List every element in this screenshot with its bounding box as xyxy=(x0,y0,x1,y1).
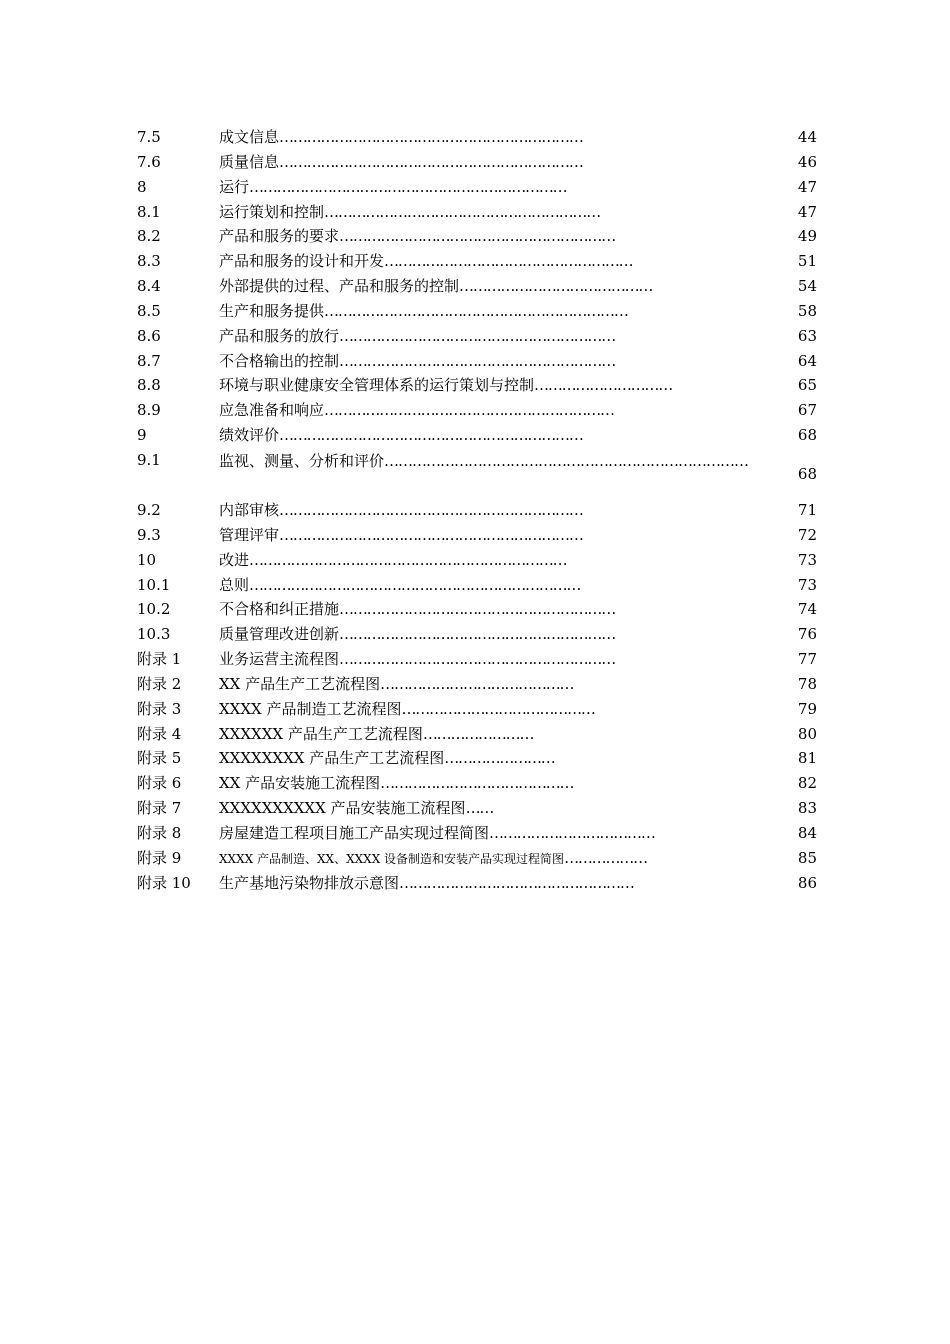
section-title: XXXX 产品制造工艺流程图 xyxy=(219,699,402,718)
section-number: 8.1 xyxy=(137,202,161,221)
section-title: 生产和服务提供 xyxy=(219,301,325,320)
page-number: 47 xyxy=(797,177,817,196)
dot-leader: ………………………………………………………… xyxy=(324,301,628,320)
dot-leader: ………………………… xyxy=(534,376,673,395)
section-title: XX 产品安装施工流程图 xyxy=(219,774,381,793)
toc-row[interactable] xyxy=(137,698,817,723)
toc-row[interactable] xyxy=(137,300,817,325)
section-title: 运行 xyxy=(219,177,250,196)
dot-leader: ……………………………… xyxy=(489,823,655,842)
dot-leader: …… xyxy=(465,799,494,818)
dot-leader: …………………………………………………… xyxy=(339,600,616,619)
dot-leader: ……………………………………………………………… xyxy=(249,575,581,594)
section-title: 产品和服务的要求 xyxy=(219,227,340,246)
section-title: 改进 xyxy=(219,550,250,569)
toc-row[interactable] xyxy=(137,673,817,698)
section-number: 8 xyxy=(137,177,147,196)
toc-row[interactable] xyxy=(137,499,817,524)
section-title: 成文信息 xyxy=(219,128,280,146)
table-of-contents xyxy=(137,126,817,896)
section-number: 附录 10 xyxy=(137,873,191,892)
page-number: 73 xyxy=(797,550,817,569)
section-title: 产品和服务的设计和开发 xyxy=(219,252,385,271)
toc-row[interactable] xyxy=(137,772,817,797)
dot-leader: …………………………………………………… xyxy=(339,351,616,370)
section-title: 外部提供的过程、产品和服务的控制 xyxy=(219,277,460,296)
page-number: 68 xyxy=(797,464,817,483)
section-number: 9.1 xyxy=(137,450,161,469)
section-title: 监视、测量、分析和评价 xyxy=(219,451,385,470)
page-number: 76 xyxy=(797,625,817,644)
dot-leader: …………………………………… xyxy=(459,277,653,296)
page-number: 83 xyxy=(797,799,817,818)
section-number: 附录 2 xyxy=(137,674,182,693)
toc-row[interactable] xyxy=(137,399,817,424)
page-number: 63 xyxy=(797,326,817,345)
page-number: 73 xyxy=(797,575,817,594)
section-number: 9.3 xyxy=(137,525,161,544)
dot-leader: ……………………………………………… xyxy=(384,252,633,271)
toc-row[interactable] xyxy=(137,623,817,648)
dot-leader: …………………………………………………………………… xyxy=(384,451,749,470)
page-number: 74 xyxy=(797,600,817,619)
toc-row[interactable] xyxy=(137,424,817,449)
section-title: 房屋建造工程项目施工产品实现过程简图 xyxy=(219,823,490,842)
dot-leader: …………………………………… xyxy=(380,774,574,793)
section-number: 8.7 xyxy=(137,351,161,370)
dot-leader: ……………………………………………………… xyxy=(324,401,614,420)
toc-row[interactable] xyxy=(137,723,817,748)
toc-row[interactable] xyxy=(137,449,817,499)
dot-leader: …………………………………………………… xyxy=(324,202,601,221)
toc-row[interactable] xyxy=(137,151,817,176)
dot-leader: …………………………………………………………… xyxy=(249,177,567,196)
section-number: 10.1 xyxy=(137,575,171,594)
dot-leader: …………………………………………………… xyxy=(339,650,616,669)
section-number: 附录 7 xyxy=(137,799,182,818)
section-number: 8.3 xyxy=(137,252,161,271)
page-number: 46 xyxy=(797,152,817,171)
section-number: 7.5 xyxy=(137,128,161,146)
page-number: 72 xyxy=(797,525,817,544)
dot-leader: ………………………………………………………… xyxy=(279,525,583,544)
section-title: XXXX 产品制造、XX、XXXX 设备制造和安装产品实现过程简图 xyxy=(219,851,565,866)
section-number: 附录 5 xyxy=(137,749,182,768)
toc-row[interactable] xyxy=(137,524,817,549)
toc-row[interactable] xyxy=(137,574,817,599)
section-title: 环境与职业健康安全管理体系的运行策划与控制 xyxy=(219,376,535,395)
section-number: 附录 4 xyxy=(137,724,182,743)
section-title: 产品和服务的放行 xyxy=(219,326,340,345)
page-number: 86 xyxy=(797,873,817,892)
section-title: 运行策划和控制 xyxy=(219,202,325,221)
section-number: 7.6 xyxy=(137,152,161,171)
section-number: 10.3 xyxy=(137,625,171,644)
toc-row[interactable] xyxy=(137,549,817,574)
dot-leader: …………………………………… xyxy=(380,674,574,693)
toc-row[interactable] xyxy=(137,201,817,226)
section-title: 业务运营主流程图 xyxy=(219,650,340,669)
dot-leader: …………………………………………………… xyxy=(339,227,616,246)
section-number: 附录 8 xyxy=(137,823,182,842)
section-number: 附录 1 xyxy=(137,650,182,669)
page-number: 85 xyxy=(797,848,817,867)
section-number: 8.4 xyxy=(137,277,161,296)
page-number: 54 xyxy=(797,277,817,296)
page-number: 67 xyxy=(797,401,817,420)
page-number: 49 xyxy=(797,227,817,246)
section-number: 9.2 xyxy=(137,500,161,519)
page-number: 68 xyxy=(797,426,817,445)
toc-row[interactable] xyxy=(137,747,817,772)
section-title: 应急准备和响应 xyxy=(219,401,325,420)
toc-row[interactable] xyxy=(137,350,817,375)
section-number: 附录 9 xyxy=(137,848,182,867)
page-number: 65 xyxy=(797,376,817,395)
page-number: 51 xyxy=(797,252,817,271)
dot-leader: …………………………………………………… xyxy=(339,326,616,345)
section-title: 质量信息 xyxy=(219,152,280,171)
page-number: 81 xyxy=(797,749,817,768)
page-number: 71 xyxy=(797,500,817,519)
dot-leader: …………………………………………… xyxy=(399,873,634,892)
section-number: 8.5 xyxy=(137,301,161,320)
dot-leader: ………………………………………………………… xyxy=(279,128,583,146)
section-title: 总则 xyxy=(219,575,250,594)
page-number: 64 xyxy=(797,351,817,370)
page-number: 82 xyxy=(797,774,817,793)
toc-row[interactable] xyxy=(137,847,817,872)
section-number: 10 xyxy=(137,550,157,569)
section-number: 9 xyxy=(137,426,147,445)
dot-leader: …………………… xyxy=(422,724,534,743)
toc-row[interactable] xyxy=(137,325,817,350)
dot-leader: ………………………………………………………… xyxy=(279,426,583,445)
dot-leader: ………………………………………………………… xyxy=(279,500,583,519)
dot-leader: ……………… xyxy=(564,848,647,867)
section-title: XX 产品生产工艺流程图 xyxy=(219,674,381,693)
toc-row[interactable] xyxy=(137,797,817,822)
toc-row[interactable] xyxy=(137,598,817,623)
toc-row[interactable] xyxy=(137,872,817,897)
toc-row[interactable] xyxy=(137,126,817,151)
section-number: 8.2 xyxy=(137,227,161,246)
toc-row[interactable] xyxy=(137,250,817,275)
section-number: 附录 6 xyxy=(137,774,182,793)
section-title: 质量管理改进创新 xyxy=(219,625,340,644)
page-number: 77 xyxy=(797,650,817,669)
page-number: 80 xyxy=(797,724,817,743)
page-number: 84 xyxy=(797,823,817,842)
dot-leader: …………………………………… xyxy=(401,699,595,718)
toc-row[interactable] xyxy=(137,648,817,673)
page-number: 78 xyxy=(797,674,817,693)
toc-row[interactable] xyxy=(137,374,817,399)
section-number: 8.6 xyxy=(137,326,161,345)
section-title: XXXXXX 产品生产工艺流程图 xyxy=(219,724,423,743)
toc-row[interactable] xyxy=(137,225,817,250)
section-number: 10.2 xyxy=(137,600,171,619)
dot-leader: …………………………………………………………… xyxy=(249,550,567,569)
section-title: 不合格输出的控制 xyxy=(219,351,340,370)
section-number: 8.8 xyxy=(137,376,161,395)
dot-leader: …………………………………………………… xyxy=(339,625,616,644)
section-title: 管理评审 xyxy=(219,525,280,544)
dot-leader: ………………………………………………………… xyxy=(279,152,583,171)
toc-row[interactable] xyxy=(137,176,817,201)
section-title: XXXXXXXX 产品生产工艺流程图 xyxy=(219,749,445,768)
section-title: 绩效评价 xyxy=(219,426,280,445)
page-number: 79 xyxy=(797,699,817,718)
section-title: XXXXXXXXXX 产品安装施工流程图 xyxy=(219,799,466,818)
section-title: 生产基地污染物排放示意图 xyxy=(219,873,400,892)
section-title: 不合格和纠正措施 xyxy=(219,600,340,619)
toc-row[interactable] xyxy=(137,275,817,300)
toc-row[interactable] xyxy=(137,822,817,847)
page-number: 58 xyxy=(797,301,817,320)
page-number: 44 xyxy=(797,128,817,146)
page-number: 47 xyxy=(797,202,817,221)
section-number: 附录 3 xyxy=(137,699,182,718)
dot-leader: …………………… xyxy=(444,749,555,768)
section-title: 内部审核 xyxy=(219,500,280,519)
section-number: 8.9 xyxy=(137,401,161,420)
